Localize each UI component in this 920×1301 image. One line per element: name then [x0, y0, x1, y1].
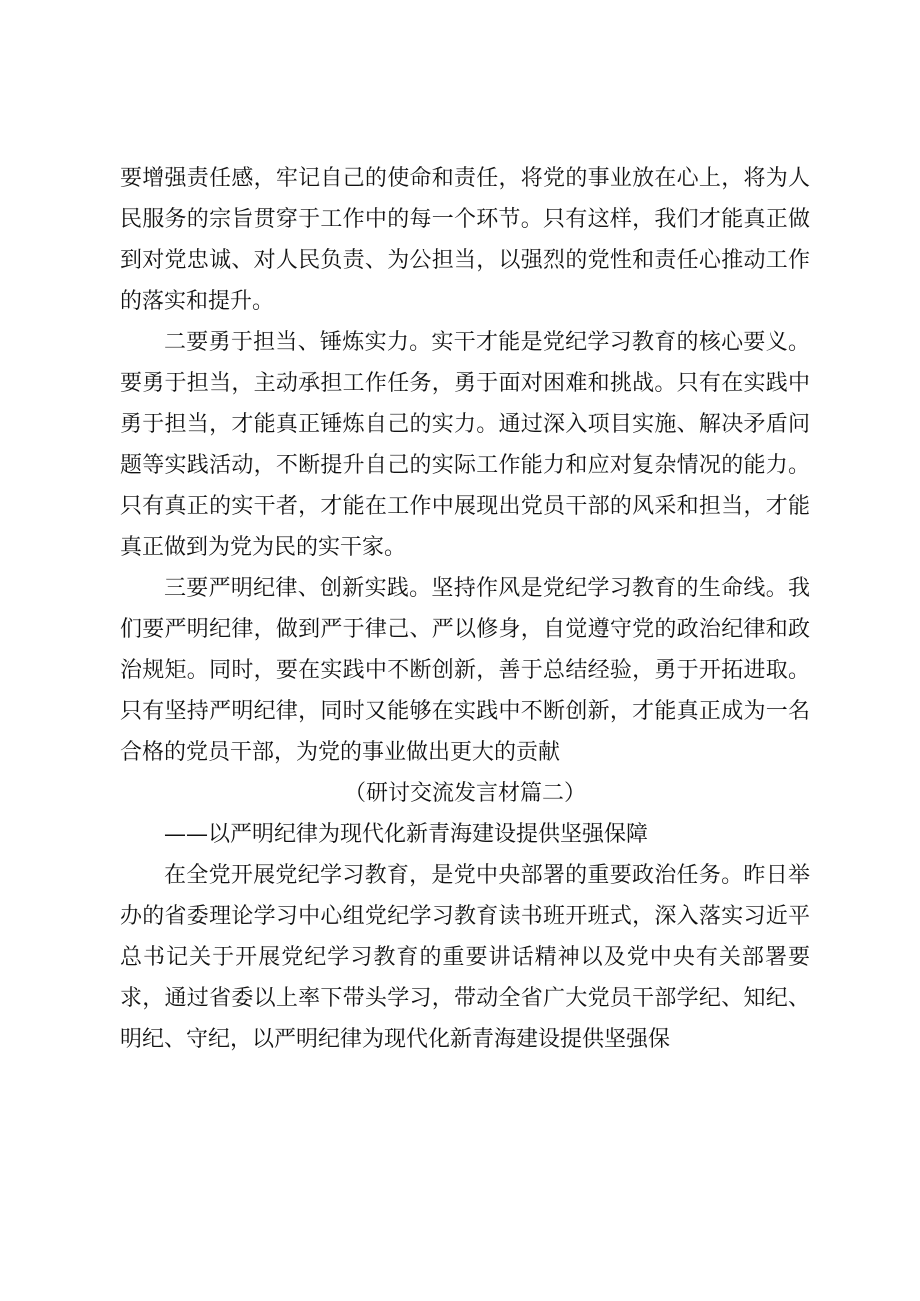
document-body	[120, 158, 810, 1060]
paragraph-strict-discipline: 三要严明纪律、创新实践。坚持作风是党纪学习教育的生命线。我们要严明纪律，做到严于律己、严以修身，自觉遵守党的政治纪律和政治规矩。同时，要在实践中不断创新，善于总结经验，勇于开拓进取。只有坚持严明纪律，同时又能够在实践中不断创新，才能真正成为一名合格的党员干部，为党的事业做出更大的贡献	[120, 576, 810, 765]
section-title: （研讨交流发言材篇二）	[343, 781, 586, 806]
paragraph-party-discipline-education: 在全党开展党纪学习教育，是党中央部署的重要政治任务。昨日举办的省委理论学习中心组党纪学习教育读书班开班式，深入落实习近平总书记关于开展党纪学习教育的重要讲话精神以及党中央有关部署要求，通过省委以上率下带头学习，带动全省广大党员干部学纪、知纪、明纪、守纪，以严明纪律为现代化新青海建设提供坚强保	[120, 863, 810, 1052]
paragraph-responsibility: 要增强责任感，牢记自己的使命和责任，将党的事业放在心上，将为人民服务的宗旨贯穿于工作中的每一个环节。只有这样，我们才能真正做到对党忠诚、对人民负责、为公担当，以强烈的党性和责任心推动工作的落实和提升。	[120, 166, 810, 314]
paragraph-dare-to-take-responsibility: 二要勇于担当、锤炼实力。实干才能是党纪学习教育的核心要义。要勇于担当，主动承担工作任务，勇于面对困难和挑战。只有在实践中勇于担当，才能真正锤炼自己的实力。通过深入项目实施、解决矛盾问题等实践活动，不断提升自己的实际工作能力和应对复杂情况的能力。只有真正的实干者，才能在工作中展现出党员干部的风采和担当，才能真正做到为党为民的实干家。	[120, 330, 810, 560]
section-subtitle: ——以严明纪律为现代化新青海建设提供坚强保障	[164, 822, 649, 847]
